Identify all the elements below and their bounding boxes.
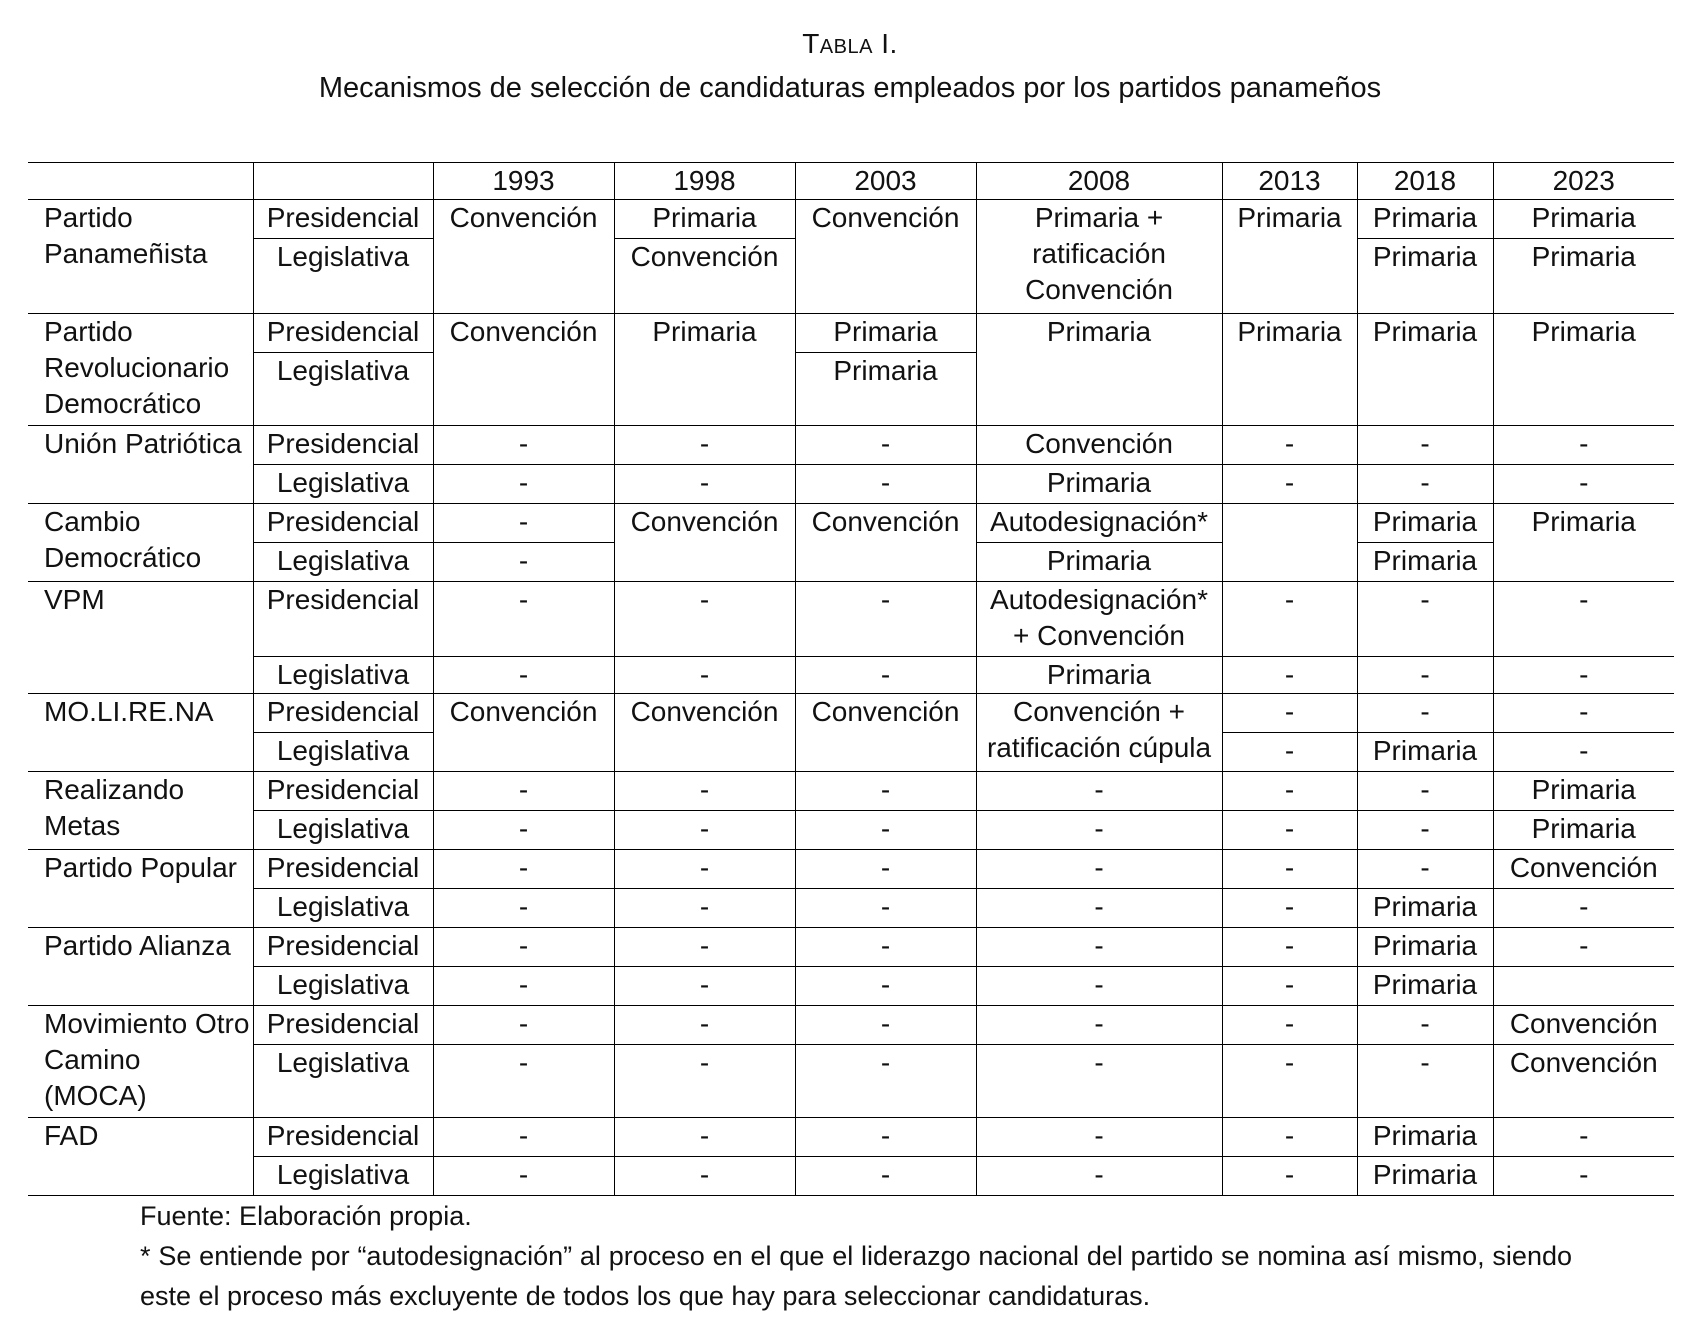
- year-header: 2023: [1493, 163, 1674, 200]
- table-cell: Primaria: [1357, 928, 1493, 967]
- table-cell: Primaria: [976, 314, 1222, 426]
- table-cell: -: [1222, 850, 1357, 889]
- candidate-selection-table: [28, 162, 1674, 1196]
- party-name: Partido Revolucionario Democrático: [28, 314, 253, 426]
- table-cell: -: [433, 1157, 614, 1196]
- row-type: Legislativa: [253, 657, 433, 694]
- table-cell: -: [614, 582, 795, 657]
- table-cell: -: [433, 967, 614, 1006]
- table-cell: -: [795, 465, 976, 504]
- table-cell: -: [1357, 850, 1493, 889]
- row-type: Legislativa: [253, 239, 433, 314]
- table-cell: -: [614, 1045, 795, 1118]
- year-header: 2008: [976, 163, 1222, 200]
- table-cell: -: [433, 811, 614, 850]
- table-cell: -: [1493, 426, 1674, 465]
- table-cell: -: [795, 928, 976, 967]
- table-cell: -: [614, 811, 795, 850]
- table-cell: Convención: [433, 694, 614, 772]
- party-name-continued: [28, 967, 253, 1006]
- table-cell: -: [614, 967, 795, 1006]
- row-type: Legislativa: [253, 353, 433, 426]
- table-cell: Primaria: [1222, 200, 1357, 314]
- table-row: [28, 465, 1674, 504]
- table-cell: -: [1493, 889, 1674, 928]
- row-type: Presidencial: [253, 582, 433, 657]
- row-type: Presidencial: [253, 314, 433, 353]
- table-cell: -: [1222, 465, 1357, 504]
- table-cell: Primaria: [614, 200, 795, 239]
- table-cell: Primaria: [795, 353, 976, 426]
- table-cell: -: [795, 426, 976, 465]
- table-cell: -: [1493, 694, 1674, 733]
- table-cell: Convención: [795, 504, 976, 582]
- party-name: Unión Patriótica: [44, 428, 242, 459]
- table-notes: [140, 1196, 1572, 1316]
- table-cell: Primaria: [1357, 889, 1493, 928]
- table-cell: -: [433, 657, 614, 694]
- party-name: Partido Alianza: [44, 930, 231, 961]
- row-type: Presidencial: [253, 1006, 433, 1045]
- table-cell: Primaria: [1493, 772, 1674, 811]
- table-cell: -: [1222, 426, 1357, 465]
- party-name-continued: [28, 657, 253, 694]
- table-cell: Autodesignación* + Convención: [976, 582, 1222, 657]
- table-cell: -: [614, 850, 795, 889]
- table-cell: Primaria: [1357, 504, 1493, 543]
- table-cell-empty: [1222, 504, 1357, 582]
- party-name-continued: [28, 1157, 253, 1196]
- party-name-continued: [28, 465, 253, 504]
- table-cell: Primaria: [1493, 811, 1674, 850]
- table-cell: Primaria: [1357, 1118, 1493, 1157]
- table-cell: -: [1222, 657, 1357, 694]
- table-row: [28, 811, 1674, 850]
- table-cell: -: [433, 889, 614, 928]
- row-type: Legislativa: [253, 1045, 433, 1118]
- party-name: Partido Popular: [44, 852, 238, 883]
- table-cell: -: [433, 582, 614, 657]
- row-type: Presidencial: [253, 772, 433, 811]
- header-empty: [253, 163, 433, 200]
- table-cell: -: [976, 928, 1222, 967]
- table-cell: -: [1357, 465, 1493, 504]
- table-row: [28, 850, 1674, 889]
- table-cell: -: [795, 657, 976, 694]
- table-cell: -: [614, 928, 795, 967]
- table-cell: -: [614, 1006, 795, 1045]
- table-cell: -: [976, 772, 1222, 811]
- table-cell: -: [1222, 1118, 1357, 1157]
- party-name: Partido Panameñista: [28, 200, 253, 314]
- table-cell: -: [976, 1157, 1222, 1196]
- party-name: VPM: [44, 584, 105, 615]
- table-cell: -: [614, 657, 795, 694]
- table-cell: Primaria: [976, 465, 1222, 504]
- row-type: Presidencial: [253, 928, 433, 967]
- row-type: Presidencial: [253, 504, 433, 543]
- table-cell: Primaria: [1493, 239, 1674, 314]
- row-type: Legislativa: [253, 1157, 433, 1196]
- table-cell: Primaria: [1357, 239, 1493, 314]
- table-row: [28, 1045, 1674, 1118]
- table-cell: -: [976, 889, 1222, 928]
- table-row: [28, 1157, 1674, 1196]
- table-cell: -: [1357, 811, 1493, 850]
- party-name-continued: [28, 733, 253, 772]
- table-cell: -: [433, 465, 614, 504]
- party-name-continued: [28, 889, 253, 928]
- table-cell: -: [795, 582, 976, 657]
- table-cell: -: [1357, 772, 1493, 811]
- table-cell: -: [976, 850, 1222, 889]
- table-cell: -: [1222, 889, 1357, 928]
- table-cell: -: [1222, 1006, 1357, 1045]
- table-row: [28, 694, 1674, 733]
- table-cell: -: [614, 889, 795, 928]
- table-row: [28, 582, 1674, 657]
- table-cell: -: [976, 1045, 1222, 1118]
- table-cell: Convención: [433, 200, 614, 314]
- table-cell: -: [1222, 811, 1357, 850]
- table-cell: -: [614, 772, 795, 811]
- table-cell: Primaria + ratificación Convención: [976, 200, 1222, 314]
- party-name: Movimiento Otro Camino (MOCA): [28, 1006, 253, 1118]
- table-cell: -: [1357, 426, 1493, 465]
- table-cell: -: [1357, 1006, 1493, 1045]
- year-header: 2003: [795, 163, 976, 200]
- table-cell: Primaria: [614, 314, 795, 426]
- table-cell: -: [1493, 465, 1674, 504]
- source-note: Fuente: Elaboración propia.: [140, 1201, 472, 1231]
- table-row: [28, 967, 1674, 1006]
- table-cell: Autodesignación*: [976, 504, 1222, 543]
- table-row: [28, 426, 1674, 465]
- table-title: Mecanismos de selección de candidaturas empleados por los partidos panameños: [318, 72, 1382, 104]
- table-cell: Convención: [614, 694, 795, 772]
- row-type: Presidencial: [253, 426, 433, 465]
- table-cell: -: [433, 426, 614, 465]
- table-cell: -: [1222, 733, 1357, 772]
- table-cell: -: [614, 426, 795, 465]
- table-cell: -: [433, 1045, 614, 1118]
- table-cell: Convención: [1493, 850, 1674, 889]
- table-row: [28, 504, 1674, 543]
- table-row: [28, 772, 1674, 811]
- table-cell: -: [1493, 582, 1674, 657]
- party-name: FAD: [44, 1120, 99, 1151]
- table-cell-empty: [1493, 967, 1674, 1006]
- table-cell: -: [976, 1006, 1222, 1045]
- table-row: [28, 314, 1674, 353]
- table-cell: -: [433, 772, 614, 811]
- table-cell: -: [1357, 582, 1493, 657]
- table-cell: -: [614, 465, 795, 504]
- year-header: 1993: [433, 163, 614, 200]
- row-type: Legislativa: [253, 967, 433, 1006]
- table-cell: -: [433, 850, 614, 889]
- table-cell: Primaria: [976, 657, 1222, 694]
- table-row: [28, 889, 1674, 928]
- table-cell: -: [1493, 657, 1674, 694]
- table-cell: Convención: [433, 314, 614, 426]
- table-cell: -: [1493, 1118, 1674, 1157]
- row-type: Presidencial: [253, 200, 433, 239]
- table-cell: -: [795, 1045, 976, 1118]
- table-cell: Primaria: [1222, 314, 1357, 426]
- table-cell: Convención: [795, 694, 976, 772]
- table-cell: -: [795, 967, 976, 1006]
- year-header: 2018: [1357, 163, 1493, 200]
- table-cell: -: [1222, 967, 1357, 1006]
- year-header: 1998: [614, 163, 795, 200]
- asterisk-footnote: * Se entiende por “autodesignación” al proceso en el que el liderazgo nacional del partido se nomina así mismo, siendo este el proceso más excluyente de todos los que hay para seleccionar candidaturas.: [140, 1241, 1572, 1311]
- table-cell: Primaria: [795, 314, 976, 353]
- table-cell: -: [614, 1157, 795, 1196]
- table-cell: Primaria: [1357, 733, 1493, 772]
- table-cell: Convención: [1493, 1006, 1674, 1045]
- table-cell: -: [1222, 1045, 1357, 1118]
- row-type: Legislativa: [253, 889, 433, 928]
- table-cell: Primaria: [1357, 314, 1493, 426]
- table-cell: -: [1357, 1045, 1493, 1118]
- table-cell: -: [976, 967, 1222, 1006]
- table-cell: -: [433, 504, 614, 543]
- table-cell: Primaria: [1493, 200, 1674, 239]
- table-cell: -: [1222, 582, 1357, 657]
- table-row: [28, 1006, 1674, 1045]
- table-cell: Primaria: [1357, 967, 1493, 1006]
- party-name: Cambio Democrático: [28, 504, 253, 582]
- header-empty: [28, 163, 253, 200]
- table-cell: -: [433, 543, 614, 582]
- table-cell: -: [1222, 772, 1357, 811]
- table-cell: Convención: [1493, 1045, 1674, 1118]
- table-cell: -: [1357, 657, 1493, 694]
- table-cell: -: [795, 889, 976, 928]
- row-type: Presidencial: [253, 850, 433, 889]
- table-cell: Primaria: [1357, 1157, 1493, 1196]
- table-cell: -: [1222, 694, 1357, 733]
- table-cell: -: [1357, 694, 1493, 733]
- table-cell: -: [795, 811, 976, 850]
- party-name: Realizando Metas: [28, 772, 253, 850]
- row-type: Legislativa: [253, 465, 433, 504]
- table-row: [28, 928, 1674, 967]
- table-cell: -: [976, 811, 1222, 850]
- table-cell: -: [433, 1118, 614, 1157]
- row-type: Legislativa: [253, 543, 433, 582]
- table-row: [28, 657, 1674, 694]
- table-cell: Convención: [976, 426, 1222, 465]
- table-cell: -: [1493, 733, 1674, 772]
- row-type: Presidencial: [253, 694, 433, 733]
- table-cell: Convención: [614, 504, 795, 582]
- row-type: Legislativa: [253, 811, 433, 850]
- table-cell: -: [433, 928, 614, 967]
- table-label: Tabla I.: [802, 28, 898, 59]
- table-cell: -: [1222, 1157, 1357, 1196]
- table-row: [28, 200, 1674, 239]
- party-name: MO.LI.RE.NA: [44, 696, 214, 727]
- table-cell: -: [1493, 928, 1674, 967]
- table-cell: -: [1222, 928, 1357, 967]
- table-cell: Convención: [795, 200, 976, 314]
- table-cell: -: [795, 1157, 976, 1196]
- table-cell: Primaria: [1493, 504, 1674, 582]
- table-cell: -: [795, 850, 976, 889]
- row-type: Legislativa: [253, 733, 433, 772]
- header-row: [28, 163, 1674, 200]
- table-cell: -: [1493, 1157, 1674, 1196]
- table-cell: -: [795, 772, 976, 811]
- table-cell: Convención: [614, 239, 795, 314]
- year-header: 2013: [1222, 163, 1357, 200]
- table-cell: Primaria: [1357, 543, 1493, 582]
- row-type: Presidencial: [253, 1118, 433, 1157]
- table-row: [28, 1118, 1674, 1157]
- table-cell: Primaria: [1493, 314, 1674, 426]
- table-cell: -: [795, 1118, 976, 1157]
- table-cell: -: [976, 1118, 1222, 1157]
- table-cell: -: [614, 1118, 795, 1157]
- table-cell: Primaria: [976, 543, 1222, 582]
- table-cell: -: [795, 1006, 976, 1045]
- table-cell: Convención + ratificación cúpula: [976, 694, 1222, 772]
- table-cell: -: [433, 1006, 614, 1045]
- table-cell: Primaria: [1357, 200, 1493, 239]
